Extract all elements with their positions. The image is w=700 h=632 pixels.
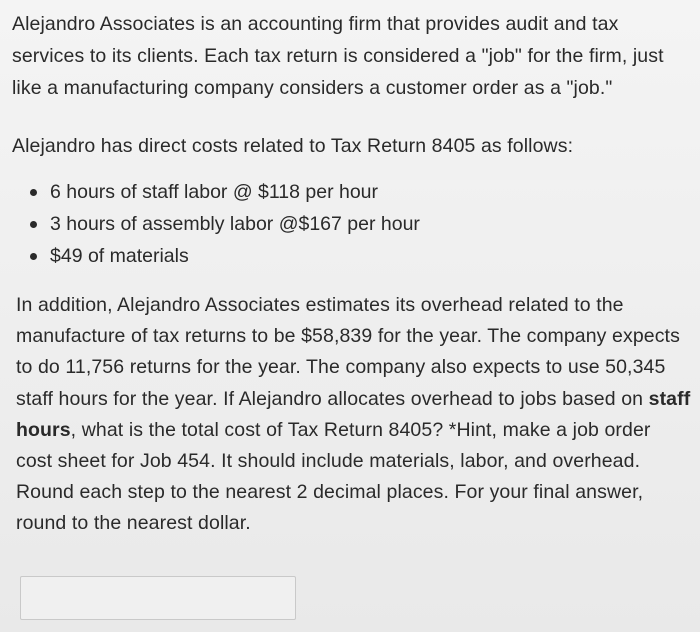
overhead-text-part2: , what is the total cost of Tax Return 8405? *Hint, make a job order cost sheet for Job 454. It should include materials, labor, and overhead. Round each step to the nearest 2 decimal places. For your final answer, round to the nearest dollar. <box>16 418 651 535</box>
bullet-icon <box>30 253 37 260</box>
overhead-basis-emphasis: staff hours <box>16 387 691 441</box>
list-item <box>30 240 420 272</box>
list-item <box>30 208 420 240</box>
direct-cost-assembly-labor: 3 hours of assembly labor @$167 per hour <box>50 213 420 235</box>
direct-cost-materials: $49 of materials <box>50 245 189 267</box>
direct-costs-intro: Alejandro has direct costs related to Tax Return 8405 as follows: <box>12 135 574 157</box>
bullet-icon <box>30 221 37 228</box>
overhead-paragraph <box>16 290 692 540</box>
list-item <box>30 176 420 208</box>
direct-cost-staff-labor: 6 hours of staff labor @ $118 per hour <box>50 181 379 203</box>
overhead-text-part1: In addition, Alejandro Associates estimates its overhead related to the manufacture of tax returns to be $58,839 for the year. The company expects to do 11,756 returns for the year. The company also expects to use 50,345 staff hours for the year. If Alejandro allocates overhead to jobs based on <box>16 294 680 410</box>
direct-costs-list <box>30 176 420 272</box>
bullet-icon <box>30 189 37 196</box>
question-intro-paragraph: Alejandro Associates is an accounting firm that provides audit and tax services to its clients. Each tax return is considered a "job" for the firm, just like a manufacturing company considers a customer order as a "job." <box>12 13 664 99</box>
answer-input[interactable] <box>20 576 296 620</box>
